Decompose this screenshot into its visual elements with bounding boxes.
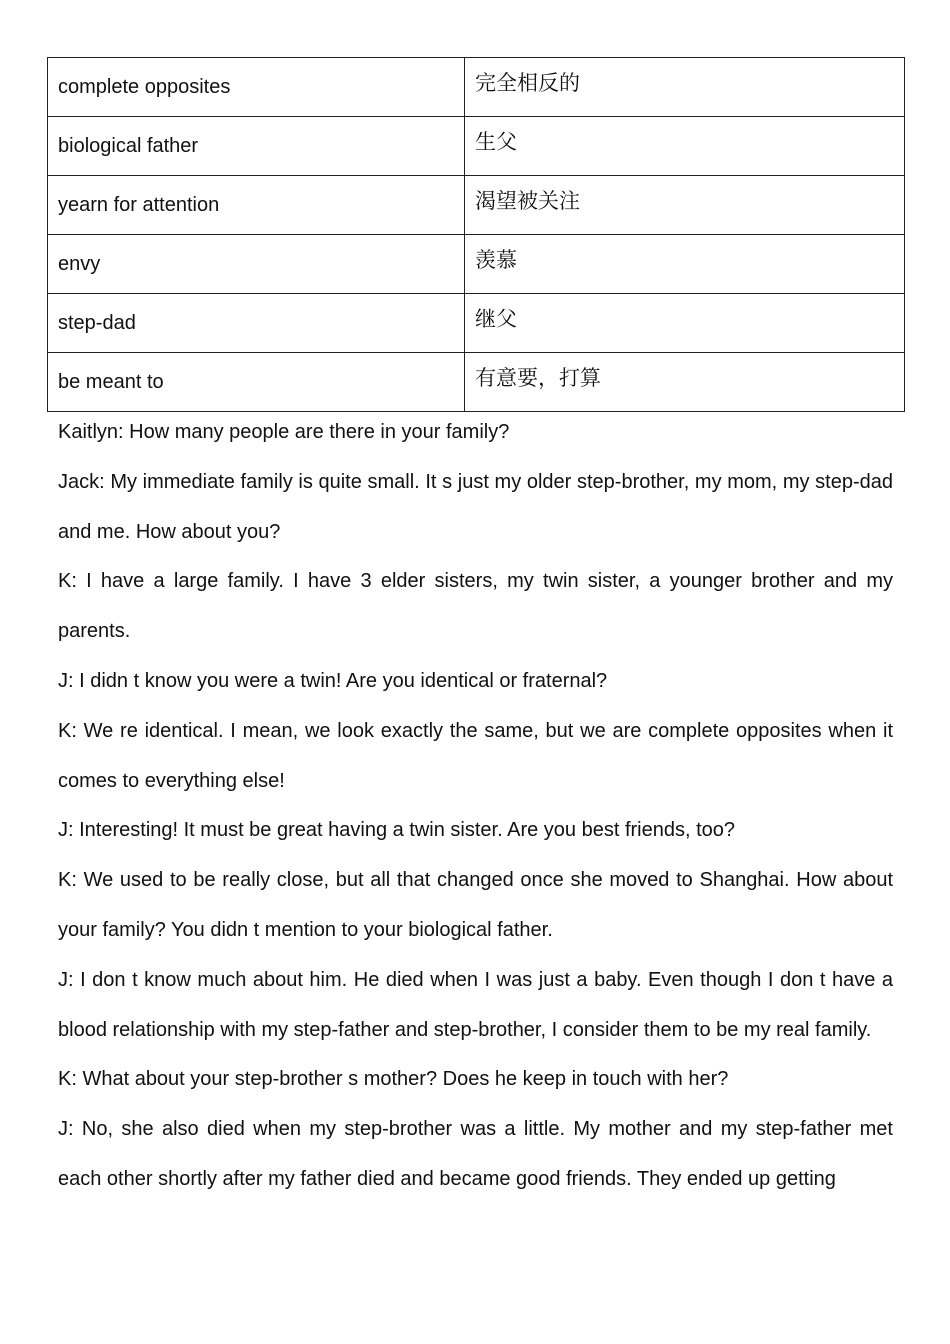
vocab-chinese: 渴望被关注 [465, 176, 905, 235]
vocab-english: biological father [48, 117, 465, 176]
dialogue-line: J: No, she also died when my step-brother was a little. My mother and my step-father met each other shortly after my father died and became good friends. They ended up getting [58, 1118, 893, 1190]
table-row [48, 117, 905, 176]
dialogue-line: J: Interesting! It must be great having a twin sister. Are you best friends, too? [58, 819, 736, 842]
vocab-chinese: 继父 [465, 294, 905, 353]
vocabulary-table [47, 57, 905, 412]
dialogue-line: K: We used to be really close, but all that changed once she moved to Shanghai. How about your family? You didn t mention to your biological father. [58, 869, 893, 941]
dialogue-line: J: I didn t know you were a twin! Are you identical or fraternal? [58, 669, 608, 692]
table-row [48, 176, 905, 235]
vocab-english: yearn for attention [48, 176, 465, 235]
dialogue-line: J: I don t know much about him. He died when I was just a baby. Even though I don t have a blood relationship with my step-father and step-brother, I consider them to be my real family. [58, 968, 893, 1041]
vocab-english: step-dad [48, 294, 465, 353]
table-row [48, 353, 905, 412]
vocab-english: be meant to [48, 353, 465, 412]
vocab-chinese: 羡慕 [465, 235, 905, 294]
dialogue-line: K: What about your step-brother s mother? Does he keep in touch with her? [58, 1068, 729, 1091]
vocab-english: complete opposites [48, 58, 465, 117]
dialogue-line: K: I have a large family. I have 3 elder sisters, my twin sister, a younger brother and my parents. [58, 570, 893, 643]
vocab-chinese: 有意要，打算 [465, 353, 905, 412]
table-row [48, 235, 905, 294]
dialogue [58, 408, 893, 1205]
table-row [48, 294, 905, 353]
vocab-chinese: 生父 [465, 117, 905, 176]
dialogue-line: Kaitlyn: How many people are there in your family? [58, 421, 510, 443]
vocab-chinese: 完全相反的 [465, 58, 905, 117]
dialogue-line: Jack: My immediate family is quite small. It s just my older step-brother, my mom, my step-dad and me. How about you? [58, 470, 893, 543]
dialogue-line: K: We re identical. I mean, we look exactly the same, but we are complete opposites when it comes to everything else! [58, 719, 893, 792]
table-row [48, 58, 905, 117]
vocab-english: envy [48, 235, 465, 294]
